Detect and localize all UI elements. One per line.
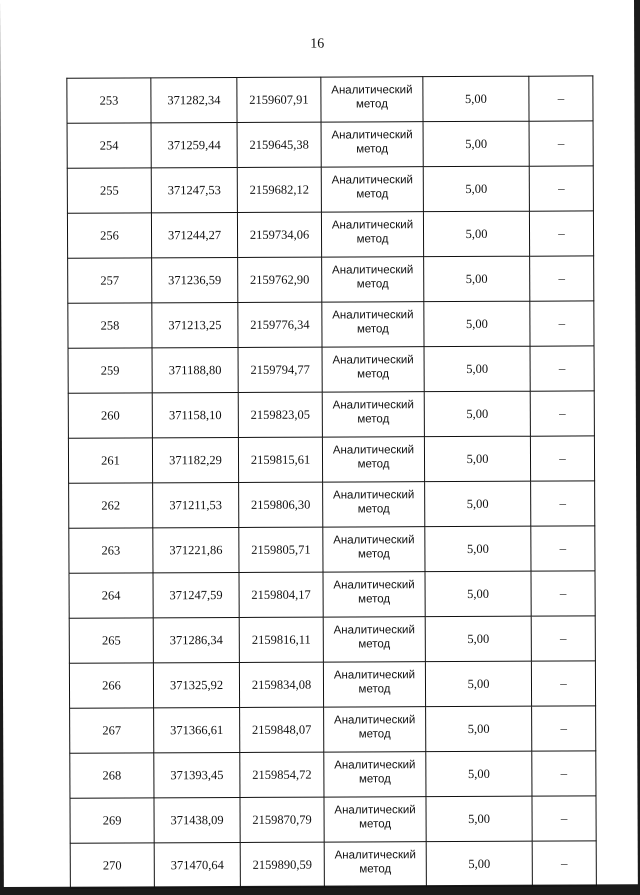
- error-cell: 5,00: [423, 76, 529, 121]
- point-number-cell: 259: [68, 348, 152, 393]
- table-row: [69, 481, 595, 528]
- note-cell: –: [531, 571, 595, 616]
- error-cell: 5,00: [425, 481, 531, 526]
- coordinate-y-cell: 2159805,71: [239, 527, 323, 572]
- coordinates-table: [66, 75, 597, 888]
- note-cell: –: [531, 661, 595, 706]
- note-cell: –: [529, 211, 593, 256]
- coordinate-y-cell: 2159645,38: [237, 122, 321, 167]
- note-cell: –: [532, 751, 596, 796]
- method-line-1: Аналитический: [331, 129, 413, 142]
- method-line-2: метод: [358, 593, 391, 606]
- method-cell: [324, 842, 426, 887]
- point-number-cell: 266: [69, 663, 153, 708]
- method-cell: [321, 167, 423, 212]
- coordinate-x-cell: 371244,27: [151, 212, 237, 257]
- method-line-2: метод: [358, 773, 391, 786]
- table-row: [70, 706, 596, 753]
- table-row: [69, 616, 595, 663]
- coordinate-y-cell: 2159890,59: [240, 842, 324, 887]
- coordinate-x-cell: 371259,44: [151, 122, 237, 167]
- method-line-2: метод: [358, 728, 391, 741]
- method-cell: [322, 392, 424, 437]
- method-cell: [323, 482, 425, 527]
- table-row: [70, 841, 596, 888]
- method-line-1: Аналитический: [331, 219, 414, 232]
- method-cell: [323, 617, 425, 662]
- table-row: [70, 796, 596, 843]
- table-row: [70, 751, 596, 798]
- point-number-cell: 253: [67, 78, 151, 123]
- method-line-1: Аналитический: [332, 489, 415, 502]
- method-line-1: Аналитический: [334, 849, 416, 862]
- coordinate-y-cell: 2159823,05: [238, 392, 322, 437]
- coordinate-y-cell: 2159762,90: [238, 257, 322, 302]
- table-row: [68, 346, 594, 393]
- method-line-2: метод: [356, 143, 389, 156]
- method-cell: [321, 122, 423, 167]
- method-cell: [323, 527, 425, 572]
- point-number-cell: 256: [67, 213, 151, 258]
- coordinate-y-cell: 2159734,06: [237, 212, 321, 257]
- method-cell: [321, 77, 423, 122]
- error-cell: 5,00: [425, 571, 531, 616]
- error-cell: 5,00: [425, 526, 531, 571]
- method-line-1: Аналитический: [333, 534, 415, 547]
- point-number-cell: 260: [68, 393, 152, 438]
- method-line-2: метод: [356, 323, 389, 336]
- method-cell: [322, 437, 424, 482]
- coordinate-y-cell: 2159794,77: [238, 347, 322, 392]
- error-cell: 5,00: [424, 256, 530, 301]
- method-line-2: метод: [355, 98, 388, 111]
- note-cell: –: [529, 76, 593, 121]
- coordinate-x-cell: 371236,59: [152, 257, 238, 302]
- point-number-cell: 270: [70, 843, 154, 888]
- method-cell: [323, 662, 425, 707]
- method-line-2: метод: [359, 863, 392, 876]
- coordinate-y-cell: 2159815,61: [238, 437, 322, 482]
- coordinate-y-cell: 2159804,17: [239, 572, 323, 617]
- method-line-1: Аналитический: [332, 264, 414, 277]
- table-row: [68, 301, 594, 348]
- coordinate-x-cell: 371182,29: [152, 437, 238, 482]
- method-line-1: Аналитический: [331, 84, 413, 97]
- table-row: [69, 661, 595, 708]
- coordinate-x-cell: 371325,92: [153, 662, 239, 707]
- note-cell: –: [531, 526, 595, 571]
- coordinate-x-cell: 371393,45: [154, 752, 240, 797]
- point-number-cell: 255: [67, 168, 151, 213]
- method-line-2: метод: [358, 638, 391, 651]
- coordinate-x-cell: 371213,25: [152, 302, 238, 347]
- method-line-1: Аналитический: [333, 714, 416, 727]
- error-cell: 5,00: [426, 796, 532, 841]
- coordinate-y-cell: 2159806,30: [239, 482, 323, 527]
- note-cell: –: [530, 256, 594, 301]
- coordinate-x-cell: 371188,80: [152, 347, 238, 392]
- coordinate-x-cell: 371247,59: [153, 572, 239, 617]
- table-row: [68, 436, 594, 483]
- error-cell: 5,00: [424, 301, 530, 346]
- coordinate-y-cell: 2159854,72: [240, 752, 324, 797]
- error-cell: 5,00: [423, 211, 529, 256]
- method-line-2: метод: [357, 413, 390, 426]
- note-cell: –: [530, 391, 594, 436]
- method-line-1: Аналитический: [333, 624, 415, 637]
- method-cell: [322, 347, 424, 392]
- note-cell: –: [529, 121, 593, 166]
- coordinate-y-cell: 2159816,11: [239, 617, 323, 662]
- coordinate-y-cell: 2159870,79: [240, 797, 324, 842]
- point-number-cell: 263: [69, 528, 153, 573]
- coordinate-x-cell: 371158,10: [152, 392, 238, 437]
- coordinate-x-cell: 371438,09: [154, 797, 240, 842]
- error-cell: 5,00: [423, 121, 529, 166]
- page-number: 16: [310, 36, 325, 52]
- method-line-1: Аналитический: [332, 444, 415, 457]
- point-number-cell: 267: [70, 708, 154, 753]
- error-cell: 5,00: [425, 616, 531, 661]
- note-cell: –: [529, 166, 593, 211]
- note-cell: –: [532, 841, 596, 886]
- note-cell: –: [531, 616, 595, 661]
- method-cell: [324, 797, 426, 842]
- note-cell: –: [530, 346, 594, 391]
- point-number-cell: 258: [68, 303, 152, 348]
- coordinates-table-body: [67, 76, 597, 888]
- method-line-1: Аналитический: [333, 579, 415, 592]
- method-line-1: Аналитический: [334, 759, 416, 772]
- coordinate-x-cell: 371211,53: [153, 482, 239, 527]
- method-line-2: метод: [356, 278, 389, 291]
- table-row: [67, 166, 593, 213]
- table-row: [67, 121, 593, 168]
- table-row: [68, 391, 594, 438]
- error-cell: 5,00: [424, 346, 530, 391]
- error-cell: 5,00: [424, 391, 530, 436]
- note-cell: –: [531, 481, 595, 526]
- method-line-1: Аналитический: [334, 804, 416, 817]
- point-number-cell: 261: [68, 438, 152, 483]
- method-cell: [324, 707, 426, 752]
- table-row: [67, 211, 593, 258]
- method-cell: [322, 257, 424, 302]
- error-cell: 5,00: [424, 436, 530, 481]
- method-line-1: Аналитический: [333, 669, 416, 682]
- error-cell: 5,00: [426, 841, 532, 886]
- method-cell: [323, 572, 425, 617]
- method-line-2: метод: [357, 458, 390, 471]
- coordinate-x-cell: 371282,34: [151, 77, 237, 122]
- error-cell: 5,00: [425, 661, 531, 706]
- coordinate-y-cell: 2159776,34: [238, 302, 322, 347]
- point-number-cell: 254: [67, 123, 151, 168]
- point-number-cell: 257: [68, 258, 152, 303]
- note-cell: –: [532, 706, 596, 751]
- coordinate-y-cell: 2159834,08: [239, 662, 323, 707]
- table-row: [69, 571, 595, 618]
- point-number-cell: 268: [70, 753, 154, 798]
- method-line-1: Аналитический: [332, 399, 414, 412]
- coordinate-y-cell: 2159607,91: [237, 77, 321, 122]
- coordinate-y-cell: 2159682,12: [237, 167, 321, 212]
- table-row: [69, 526, 595, 573]
- method-line-2: метод: [357, 368, 390, 381]
- point-number-cell: 265: [69, 618, 153, 663]
- point-number-cell: 262: [69, 483, 153, 528]
- error-cell: 5,00: [426, 706, 532, 751]
- coordinate-y-cell: 2159848,07: [240, 707, 324, 752]
- coordinate-x-cell: 371470,64: [154, 842, 240, 887]
- coordinate-x-cell: 371366,61: [154, 707, 240, 752]
- coordinate-x-cell: 371221,86: [153, 527, 239, 572]
- method-cell: [321, 212, 423, 257]
- error-cell: 5,00: [426, 751, 532, 796]
- method-line-2: метод: [357, 548, 390, 561]
- method-line-1: Аналитический: [331, 174, 413, 187]
- table-row: [68, 256, 594, 303]
- note-cell: –: [532, 796, 596, 841]
- method-line-2: метод: [359, 818, 392, 831]
- table-row: [67, 76, 593, 123]
- method-line-2: метод: [358, 683, 391, 696]
- error-cell: 5,00: [423, 166, 529, 211]
- point-number-cell: 264: [69, 573, 153, 618]
- method-cell: [322, 302, 424, 347]
- method-line-2: метод: [356, 233, 389, 246]
- coordinate-x-cell: 371247,53: [151, 167, 237, 212]
- method-line-2: метод: [356, 188, 389, 201]
- method-cell: [324, 752, 426, 797]
- method-line-2: метод: [357, 503, 390, 516]
- method-line-1: Аналитический: [332, 309, 414, 322]
- note-cell: –: [530, 436, 594, 481]
- point-number-cell: 269: [70, 798, 154, 843]
- method-line-1: Аналитический: [332, 354, 414, 367]
- coordinate-x-cell: 371286,34: [153, 617, 239, 662]
- note-cell: –: [530, 301, 594, 346]
